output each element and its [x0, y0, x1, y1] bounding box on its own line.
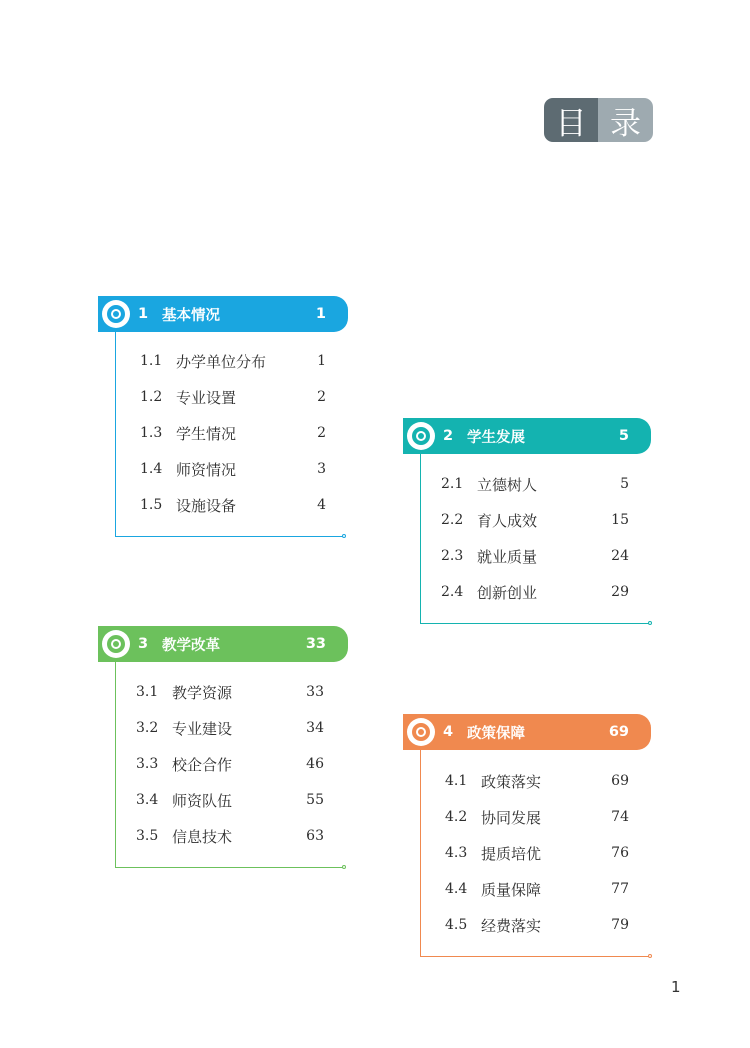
toc-item[interactable] [441, 544, 629, 568]
section-number: 4 [443, 724, 454, 740]
page-number: 1 [671, 978, 681, 996]
item-title: 提质培优 [481, 844, 542, 863]
toc-item[interactable] [445, 841, 629, 865]
toc-item[interactable] [441, 472, 629, 496]
item-number: 3.3 [136, 756, 159, 772]
item-number: 4.2 [445, 809, 468, 825]
toc-item[interactable] [140, 385, 326, 409]
section-header[interactable] [98, 626, 348, 662]
toc-title-char-2: 录 [598, 98, 653, 142]
toc-item[interactable] [445, 913, 629, 937]
item-number: 1.1 [140, 353, 163, 369]
item-title: 校企合作 [172, 755, 233, 774]
toc-item[interactable] [136, 752, 324, 776]
item-number: 2.2 [441, 512, 464, 528]
item-page: 29 [611, 584, 629, 600]
item-number: 1.3 [140, 425, 163, 441]
section-title: 基本情况 [162, 307, 220, 324]
item-page: 34 [306, 720, 324, 736]
toc-item[interactable] [445, 877, 629, 901]
item-number: 4.5 [445, 917, 468, 933]
toc-item[interactable] [140, 493, 326, 517]
toc-section-1 [98, 296, 358, 546]
frame-end-dot [342, 865, 346, 869]
toc-item[interactable] [136, 680, 324, 704]
section-title: 学生发展 [467, 429, 525, 446]
toc-item[interactable] [136, 824, 324, 848]
section-page: 69 [608, 724, 629, 740]
item-title: 师资情况 [176, 460, 237, 479]
item-page: 33 [306, 684, 324, 700]
section-page: 33 [305, 636, 326, 652]
item-page: 55 [306, 792, 324, 808]
item-title: 政策落实 [481, 772, 542, 791]
section-page: 1 [315, 306, 326, 322]
item-number: 2.1 [441, 476, 464, 492]
item-title: 教学资源 [172, 683, 233, 702]
item-number: 1.4 [140, 461, 163, 477]
item-title: 立德树人 [477, 475, 538, 494]
item-page: 74 [611, 809, 629, 825]
item-title: 专业建设 [172, 719, 233, 738]
toc-section-4 [403, 714, 663, 964]
item-number: 4.3 [445, 845, 468, 861]
section-number: 3 [138, 636, 149, 652]
item-number: 3.2 [136, 720, 159, 736]
item-page: 77 [611, 881, 629, 897]
item-page: 4 [317, 497, 326, 513]
target-icon [102, 630, 130, 658]
item-title: 师资队伍 [172, 791, 233, 810]
target-icon [407, 718, 435, 746]
frame-vertical-line [420, 750, 421, 957]
toc-section-3 [98, 626, 358, 876]
frame-bottom-line [420, 623, 649, 624]
frame-bottom-line [420, 956, 649, 957]
section-title: 教学改革 [162, 637, 220, 654]
item-number: 3.5 [136, 828, 159, 844]
item-page: 46 [306, 756, 324, 772]
item-page: 2 [317, 425, 326, 441]
item-page: 24 [611, 548, 629, 564]
toc-item[interactable] [136, 716, 324, 740]
frame-vertical-line [115, 332, 116, 537]
item-title: 办学单位分布 [176, 352, 267, 371]
frame-vertical-line [420, 454, 421, 624]
toc-title-char-1: 目 [544, 98, 598, 142]
item-title: 设施设备 [176, 496, 237, 515]
item-title: 专业设置 [176, 388, 237, 407]
item-page: 63 [306, 828, 324, 844]
frame-vertical-line [115, 662, 116, 868]
item-number: 1.5 [140, 497, 163, 513]
toc-item[interactable] [140, 421, 326, 445]
item-title: 信息技术 [172, 827, 233, 846]
target-icon [102, 300, 130, 328]
item-page: 5 [620, 476, 629, 492]
item-page: 79 [611, 917, 629, 933]
section-header[interactable] [98, 296, 348, 332]
target-icon [407, 422, 435, 450]
item-page: 2 [317, 389, 326, 405]
item-title: 创新创业 [477, 583, 538, 602]
item-number: 2.3 [441, 548, 464, 564]
item-page: 3 [317, 461, 326, 477]
item-page: 69 [611, 773, 629, 789]
frame-end-dot [648, 621, 652, 625]
item-title: 就业质量 [477, 547, 538, 566]
item-page: 1 [317, 353, 326, 369]
item-number: 3.1 [136, 684, 159, 700]
item-title: 质量保障 [481, 880, 542, 899]
section-title: 政策保障 [467, 725, 525, 742]
item-title: 育人成效 [477, 511, 538, 530]
item-title: 协同发展 [481, 808, 542, 827]
frame-bottom-line [115, 867, 343, 868]
item-number: 3.4 [136, 792, 159, 808]
item-page: 76 [611, 845, 629, 861]
toc-item[interactable] [441, 580, 629, 604]
section-number: 1 [138, 306, 149, 322]
section-page: 5 [618, 428, 629, 444]
toc-item[interactable] [140, 349, 326, 373]
frame-end-dot [648, 954, 652, 958]
frame-bottom-line [115, 536, 343, 537]
section-header[interactable] [403, 714, 651, 750]
toc-item[interactable] [441, 508, 629, 532]
item-number: 1.2 [140, 389, 163, 405]
item-number: 4.4 [445, 881, 468, 897]
section-number: 2 [443, 428, 454, 444]
toc-item[interactable] [445, 769, 629, 793]
toc-section-2 [403, 418, 663, 633]
toc-item[interactable] [445, 805, 629, 829]
item-title: 经费落实 [481, 916, 542, 935]
toc-item[interactable] [136, 788, 324, 812]
toc-title-badge [544, 98, 653, 142]
item-page: 15 [611, 512, 629, 528]
item-title: 学生情况 [176, 424, 237, 443]
item-number: 2.4 [441, 584, 464, 600]
toc-item[interactable] [140, 457, 326, 481]
frame-end-dot [342, 534, 346, 538]
section-header[interactable] [403, 418, 651, 454]
item-number: 4.1 [445, 773, 468, 789]
